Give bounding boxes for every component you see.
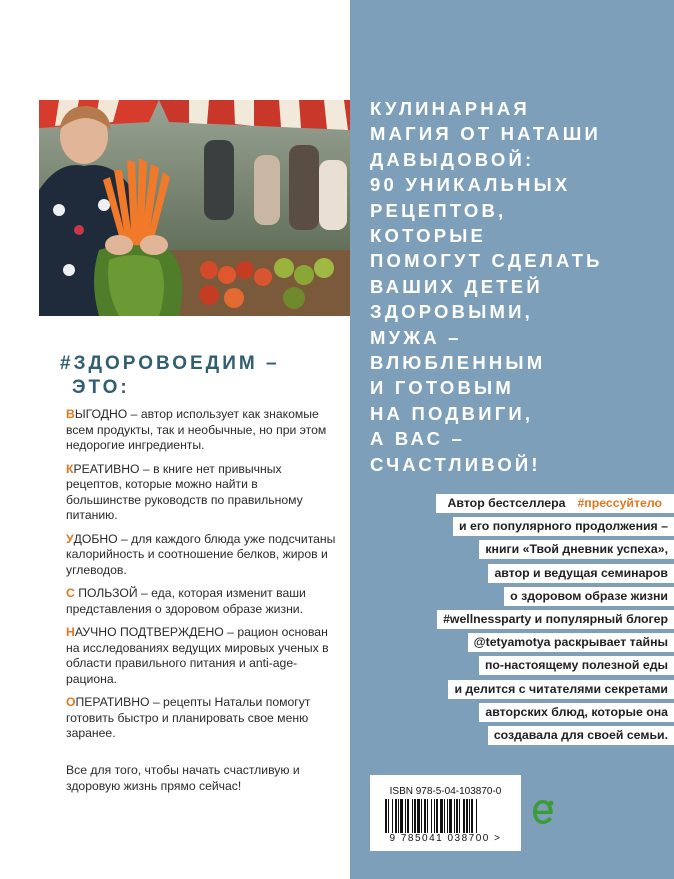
barcode-bar (431, 799, 432, 833)
barcode-bar (463, 799, 465, 833)
feature-keyword: РЕАТИВНО (73, 461, 140, 476)
barcode-bar (400, 799, 403, 833)
barcode-bar (414, 799, 416, 833)
barcode-bar (392, 799, 393, 833)
feature-text: – в книге нет привычных рецептов, которые можно найти в большинстве руководств по правильному питанию. (66, 461, 303, 522)
bio-text: и делится с читателями секретами (448, 680, 674, 699)
headline (370, 96, 670, 477)
headline-line: МАГИЯ ОТ НАТАШИ (370, 123, 602, 145)
bio-line (370, 680, 674, 699)
feature-keyword: ПЕРАТИВНО (75, 695, 150, 709)
bio-line (370, 726, 674, 745)
headline-line: ВЛЮБЛЕННЫМ (370, 352, 546, 374)
headline-line: РЕЦЕПТОВ, (370, 199, 507, 221)
author-bio (370, 494, 674, 749)
bio-line (370, 494, 674, 513)
headline-line: СЧАСТЛИВОЙ! (370, 453, 541, 475)
closing-text: Все для того, чтобы начать счастливую и здоровую жизнь прямо сейчас! (66, 763, 300, 793)
feature-keyword: ДОБНО (73, 531, 118, 546)
bio-text: по-настоящему полезной еды (479, 656, 674, 675)
barcode-bar (440, 799, 443, 833)
headline-line: А ВАС – (370, 428, 466, 450)
barcode-bar (459, 799, 460, 833)
feature-keyword: ЫГОДНО (74, 407, 128, 421)
publisher-logo-icon (531, 797, 555, 827)
bio-line (370, 564, 674, 583)
barcode-bar (447, 799, 448, 833)
bio-line (370, 703, 674, 722)
hashtag-link: #прессуйтело (571, 494, 668, 513)
bio-text: Автор бестселлера (442, 494, 572, 513)
feature-item (66, 532, 336, 579)
feature-initial: С (66, 586, 75, 600)
isbn-label: ISBN 978-5-04-103870-0 (389, 786, 502, 797)
headline-line: КУЛИНАРНАЯ (370, 98, 530, 119)
section-heading (60, 352, 350, 400)
isbn-barcode-box (370, 775, 521, 851)
headline-line: ЗДОРОВЫМИ, (370, 301, 533, 323)
barcode-bar (471, 799, 473, 833)
headline-line: НА ПОДВИГИ, (370, 402, 534, 424)
barcode-bar (421, 799, 422, 833)
feature-item (66, 625, 336, 687)
barcode-bar (407, 799, 409, 833)
feature-text: – рецепты Натальи помогут готовить быстро и планировать свое меню заранее. (66, 695, 311, 740)
bio-line (370, 656, 674, 675)
barcode-bar (398, 799, 399, 833)
bio-text: о здоровом образе жизни (504, 587, 674, 606)
bio-line (370, 540, 674, 559)
bio-line (370, 517, 674, 536)
feature-text: – автор использует как знакомые всем продукты, так и необычные, но при этом недорогие ингредиенты. (66, 407, 327, 452)
barcode-bar (385, 799, 387, 833)
barcode-bar (395, 799, 397, 833)
bio-text: создавала для своей семьи. (488, 726, 674, 745)
headline-line: КОТОРЫЕ (370, 225, 487, 247)
barcode-bar (434, 799, 435, 833)
feature-item (66, 407, 336, 454)
author-photo (39, 100, 350, 316)
feature-keyword: АУЧНО ПОДТВЕРЖДЕНО (74, 625, 224, 639)
barcode-bar (417, 799, 420, 833)
heading-line-2: ЭТО: (72, 377, 130, 398)
headline-line: ДАВЫДОВОЙ: (370, 148, 535, 170)
barcode-graphic (385, 799, 506, 833)
barcode-bar (449, 799, 452, 833)
feature-initial: О (66, 695, 76, 709)
bio-line (370, 587, 674, 606)
barcode-bar (469, 799, 470, 833)
feature-item (66, 462, 336, 524)
barcode-bar (388, 799, 389, 833)
barcode-bar (466, 799, 468, 833)
bio-text: #wellnessparty и популярный блогер (437, 610, 674, 629)
feature-text: – для каждого блюда уже подсчитаны калорийность и соотношение белков, жиров и углеводов. (66, 531, 336, 577)
bio-text: и его популярного продолжения – (453, 517, 674, 536)
bio-text: автор и ведущая семинаров (488, 564, 674, 583)
barcode-bar (424, 799, 426, 833)
barcode-bar (427, 799, 428, 833)
feature-initial: У (66, 531, 74, 546)
feature-initial: Н (66, 625, 75, 639)
headline-line: И ГОТОВЫМ (370, 377, 514, 399)
bio-line (370, 610, 674, 629)
headline-line: ПОМОГУТ СДЕЛАТЬ (370, 250, 603, 272)
barcode-bar (476, 799, 477, 833)
isbn-digits: 9 785041 038700 > (389, 833, 502, 844)
heading-line-1: #ЗДОРОВОЕДИМ – (60, 353, 280, 374)
feature-list (66, 407, 336, 750)
barcode-bar (444, 799, 445, 833)
barcode-bar (412, 799, 413, 833)
barcode-bar (405, 799, 406, 833)
feature-initial: К (66, 461, 74, 476)
headline-line: ВАШИХ ДЕТЕЙ (370, 275, 543, 297)
feature-text: – рацион основан на исследованиях ведущих мировых ученых в области правильного питания и anti-age-рациона. (66, 625, 329, 686)
headline-line: 90 УНИКАЛЬНЫХ (370, 174, 571, 196)
headline-line: МУЖА – (370, 326, 462, 348)
bio-text: авторских блюд, которые она (479, 703, 674, 722)
bio-line (370, 633, 674, 652)
barcode-bar (456, 799, 458, 833)
barcode-bar (436, 799, 438, 833)
feature-text: – еда, которая изменит ваши представления о здоровом образе жизни. (66, 586, 306, 616)
feature-item (66, 586, 336, 617)
bio-text: книги «Твой дневник успеха», (479, 540, 674, 559)
feature-item (66, 695, 336, 742)
feature-initial: В (66, 407, 75, 421)
feature-keyword: ПОЛЬЗОЙ (74, 586, 138, 600)
barcode-bar (454, 799, 455, 833)
bio-text: @tetyamotya раскрывает тайны (468, 633, 674, 652)
